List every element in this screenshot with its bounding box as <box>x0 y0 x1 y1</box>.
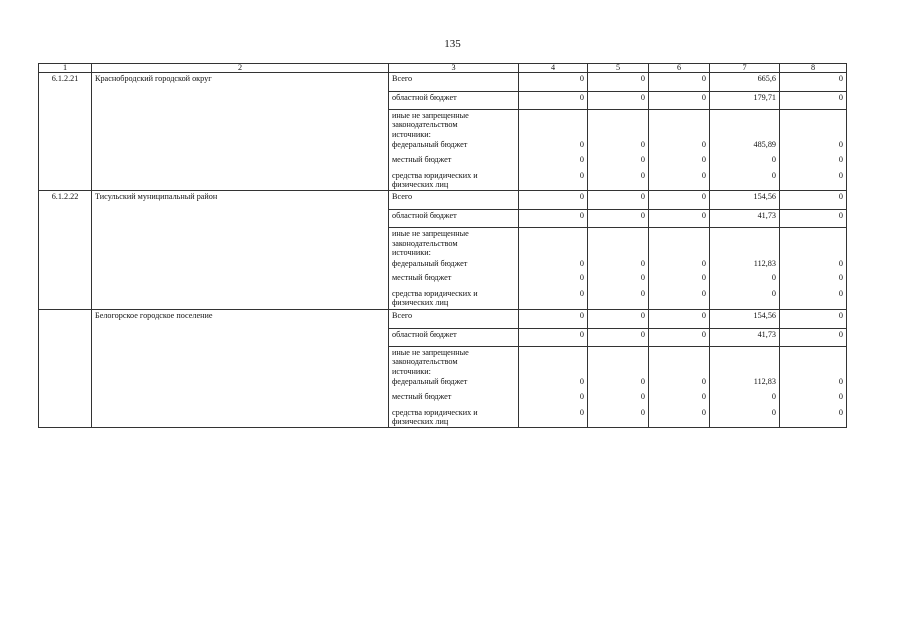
table-row <box>39 191 847 210</box>
value-cell: 0 <box>519 191 588 210</box>
value-cell: 0 <box>649 388 710 404</box>
column-header: 6 <box>649 64 710 73</box>
value-cell: 0 <box>710 151 780 167</box>
source-label-line: средства юридических и <box>392 289 478 299</box>
value-cell: 41,73 <box>710 328 780 346</box>
value-cell: 0 <box>780 285 847 309</box>
source-label-line: иные не запрещенные <box>392 347 469 357</box>
value-cell: 0 <box>649 328 710 346</box>
source-label <box>389 404 519 428</box>
column-header: 1 <box>39 64 92 73</box>
value-cell: 665,6 <box>710 73 780 92</box>
source-label-line: источники: <box>392 248 431 258</box>
value-cell: 0 <box>649 191 710 210</box>
value-cell: 154,56 <box>710 309 780 328</box>
source-label-line: средства юридических и <box>392 170 478 180</box>
column-header: 3 <box>389 64 519 73</box>
value-cell: 0 <box>519 309 588 328</box>
source-label-line: источники: <box>392 129 431 139</box>
value-cell: 0 <box>780 73 847 92</box>
value-cell: 0 <box>780 167 847 191</box>
item-code: 6.1.2.21 <box>39 73 92 191</box>
column-header: 8 <box>780 64 847 73</box>
value-cell: 0 <box>780 151 847 167</box>
value-cell: 179,71 <box>710 92 780 110</box>
value-cell: 0 <box>780 110 847 151</box>
value-cell: 0 <box>588 191 649 210</box>
value-cell: 0 <box>588 110 649 151</box>
value-cell: 0 <box>780 269 847 285</box>
header-row <box>39 64 847 73</box>
source-label-line: иные не запрещенные <box>392 111 469 120</box>
value-cell: 0 <box>519 151 588 167</box>
value-cell: 0 <box>649 285 710 309</box>
value-cell: 0 <box>519 228 588 269</box>
value-cell: 0 <box>780 309 847 328</box>
value-cell: 0 <box>649 73 710 92</box>
column-header: 2 <box>92 64 389 73</box>
source-label: местный бюджет <box>389 388 519 404</box>
value-cell: 0 <box>588 269 649 285</box>
value-cell: 0 <box>649 228 710 269</box>
source-label-line: физических лиц <box>392 180 449 190</box>
value-cell: 0 <box>519 404 588 428</box>
source-label-line: источники: <box>392 366 431 376</box>
value-cell: 0 <box>649 92 710 110</box>
source-label-line: федеральный бюджет <box>392 258 468 268</box>
source-label <box>389 346 519 387</box>
item-code <box>39 309 92 427</box>
table-row <box>39 73 847 92</box>
value-cell: 112,83 <box>710 228 780 269</box>
value-cell: 0 <box>588 328 649 346</box>
value-cell: 0 <box>519 167 588 191</box>
value-cell: 0 <box>649 346 710 387</box>
value-cell: 0 <box>519 388 588 404</box>
budget-table <box>38 63 847 428</box>
value-cell: 0 <box>649 269 710 285</box>
value-cell: 0 <box>710 167 780 191</box>
value-cell: 0 <box>780 388 847 404</box>
source-label-line: физических лиц <box>392 416 449 426</box>
source-label: Всего <box>389 73 519 92</box>
source-label: Всего <box>389 309 519 328</box>
value-cell: 0 <box>519 92 588 110</box>
value-cell: 0 <box>649 151 710 167</box>
value-cell: 0 <box>780 328 847 346</box>
source-label-line: законодательством <box>392 120 458 130</box>
value-cell: 0 <box>519 210 588 228</box>
source-label: областной бюджет <box>389 328 519 346</box>
item-name: Белогорское городское поселение <box>92 309 389 427</box>
value-cell: 154,56 <box>710 191 780 210</box>
value-cell: 0 <box>519 110 588 151</box>
source-label-line: средства юридических и <box>392 407 478 417</box>
source-label-line: законодательством <box>392 357 458 367</box>
source-label <box>389 167 519 191</box>
item-name: Краснобродский городской округ <box>92 73 389 191</box>
source-label: Всего <box>389 191 519 210</box>
value-cell: 0 <box>780 404 847 428</box>
value-cell: 0 <box>649 210 710 228</box>
column-header: 7 <box>710 64 780 73</box>
value-cell: 0 <box>710 404 780 428</box>
value-cell: 0 <box>519 285 588 309</box>
value-cell: 41,73 <box>710 210 780 228</box>
source-label-line: законодательством <box>392 238 458 248</box>
budget-group <box>39 73 847 191</box>
value-cell: 0 <box>519 269 588 285</box>
budget-group <box>39 191 847 309</box>
value-cell: 0 <box>519 328 588 346</box>
value-cell: 112,83 <box>710 346 780 387</box>
source-label: местный бюджет <box>389 151 519 167</box>
item-code: 6.1.2.22 <box>39 191 92 309</box>
value-cell: 0 <box>588 92 649 110</box>
value-cell: 0 <box>588 404 649 428</box>
column-header: 5 <box>588 64 649 73</box>
source-label-line: иные не запрещенные <box>392 229 469 239</box>
table-row <box>39 309 847 328</box>
value-cell: 0 <box>710 388 780 404</box>
value-cell: 0 <box>649 110 710 151</box>
source-label <box>389 228 519 269</box>
value-cell: 0 <box>588 228 649 269</box>
value-cell: 0 <box>588 388 649 404</box>
value-cell: 0 <box>519 73 588 92</box>
value-cell: 0 <box>588 210 649 228</box>
value-cell: 0 <box>588 285 649 309</box>
value-cell: 0 <box>780 346 847 387</box>
value-cell: 0 <box>519 346 588 387</box>
item-name: Тисульский муниципальный район <box>92 191 389 309</box>
source-label: местный бюджет <box>389 269 519 285</box>
value-cell: 485,89 <box>710 110 780 151</box>
value-cell: 0 <box>588 151 649 167</box>
value-cell: 0 <box>780 228 847 269</box>
source-label: областной бюджет <box>389 210 519 228</box>
value-cell: 0 <box>588 167 649 191</box>
value-cell: 0 <box>780 92 847 110</box>
page-number: 135 <box>444 38 461 50</box>
value-cell: 0 <box>588 309 649 328</box>
value-cell: 0 <box>588 73 649 92</box>
value-cell: 0 <box>780 210 847 228</box>
value-cell: 0 <box>649 167 710 191</box>
source-label-line: федеральный бюджет <box>392 377 468 387</box>
source-label <box>389 110 519 151</box>
value-cell: 0 <box>710 269 780 285</box>
budget-group <box>39 309 847 427</box>
source-label-line: федеральный бюджет <box>392 140 468 150</box>
value-cell: 0 <box>710 285 780 309</box>
value-cell: 0 <box>588 346 649 387</box>
source-label-line: физических лиц <box>392 298 449 308</box>
value-cell: 0 <box>649 404 710 428</box>
value-cell: 0 <box>780 191 847 210</box>
value-cell: 0 <box>649 309 710 328</box>
column-header: 4 <box>519 64 588 73</box>
source-label <box>389 285 519 309</box>
source-label: областной бюджет <box>389 92 519 110</box>
